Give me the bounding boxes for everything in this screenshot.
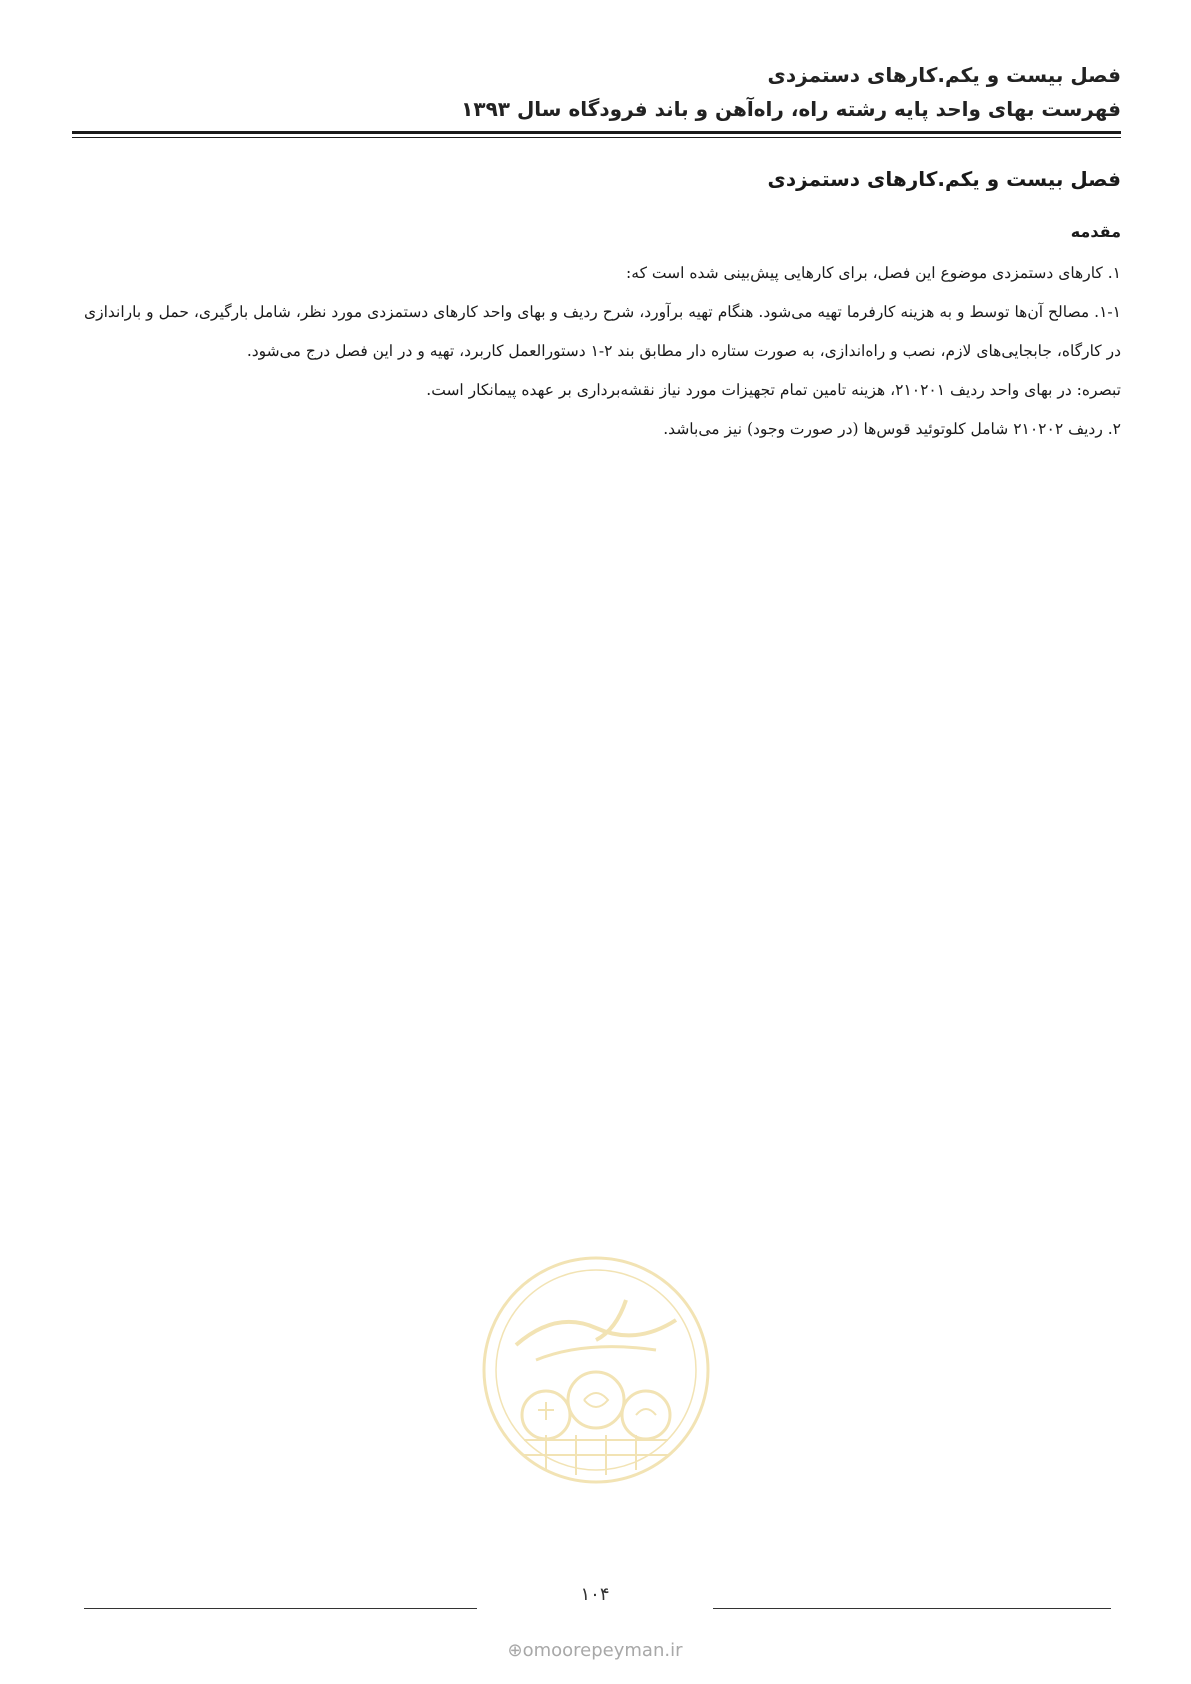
paragraph-item-1-1: ۱-۱. مصالح آن‌ها توسط و به هزینه کارفرما تهیه می‌شود. هنگام تهیه برآورد، شرح ردیف و بهای واحد کارهای دستمزدی مورد نظر، شامل بارگیری، حمل و باراندازی در کارگاه، جابجایی‌های لازم، نصب و راه‌اندازی، به صورت ستاره دار مطابق بند ۲-۱ دستورالعمل کاربرد، تهیه و در این فصل درج می‌شود. (84, 303, 1121, 360)
page-number: ۱۰۴ (580, 1584, 610, 1605)
website-watermark (470, 1640, 720, 1661)
watermark-logo-icon (476, 1250, 716, 1490)
running-header (72, 58, 1121, 126)
paragraph-item-1: ۱. کارهای دستمزدی موضوع این فصل، برای کارهایی پیش‌بینی شده است که: (626, 264, 1121, 282)
header-chapter-title: فصل بیست و یکم.کارهای دستمزدی (767, 63, 1121, 87)
header-document-title: فهرست بهای واحد پایه رشته راه، راه‌آهن و باند فرودگاه سال ۱۳۹۳ (461, 97, 1121, 121)
website-url: omoorepeyman.ir (522, 1640, 683, 1661)
paragraph-item-2: ۲. ردیف ۲۱۰۲۰۲ شامل کلوتوئید قوس‌ها (در صورت وجود) نیز می‌باشد. (663, 420, 1121, 438)
page-content (84, 162, 1121, 449)
footer-rule-left (84, 1608, 477, 1609)
paragraph-note: تبصره: در بهای واحد ردیف ۲۱۰۲۰۱، هزینه تامین تمام تجهیزات مورد نیاز نقشه‌برداری بر عهده پیمانکار است. (426, 381, 1121, 399)
globe-icon: ⊕ (507, 1640, 523, 1661)
footer-rule-right (713, 1608, 1111, 1609)
section-heading-introduction: مقدمه (1070, 222, 1121, 241)
header-rule-thin (72, 137, 1121, 138)
header-rule-thick (72, 131, 1121, 134)
chapter-heading: فصل بیست و یکم.کارهای دستمزدی (767, 167, 1121, 191)
